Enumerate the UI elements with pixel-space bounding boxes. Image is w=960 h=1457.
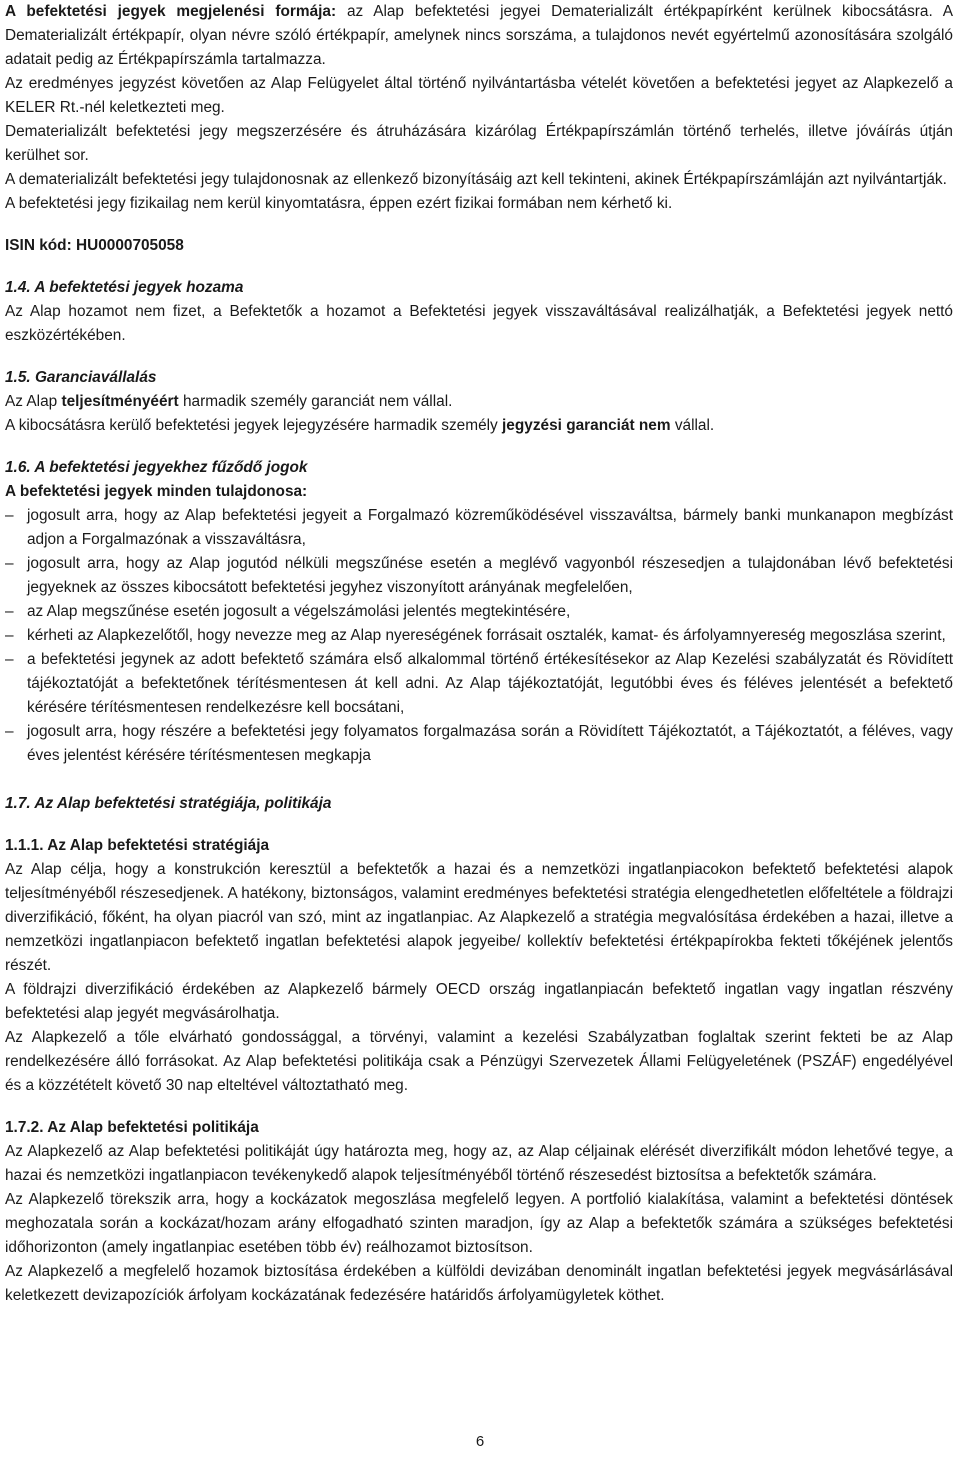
paragraph-registration: Az eredményes jegyzést követően az Alap Felügyelet által történő nyilvántartásba vételét követően a befektetési jegyet az Alapkezelő a KELER Rt.-nél keletkezteti meg. bbox=[5, 75, 953, 116]
list-item: – kérheti az Alapkezelőtől, hogy nevezze meg az Alap nyereségének forrásait osztalék, kamat- és árfolyamnyereség megoszlása szerint, bbox=[5, 624, 953, 648]
paragraph-strategy-2: A földrajzi diverzifikáció érdekében az Alapkezelő bármely OECD ország ingatlanpiacán befektető ingatlan vagy ingatlan részvény befektetési alap jegyét megvásárolhatja. bbox=[5, 981, 953, 1022]
list-item: – a befektetési jegynek az adott befektető számára első alkalommal történő értékesítésekor az Alap Kezelési szabályzatát és Rövidített tájékoztatóját a befektetőnek térítésmentesen át kell adni. Az Alap tájékoztatóját, legutóbbi éves és féléves jelentését a befektető kérésére térítésmentesen rendelkezésre kell bocsátani, bbox=[5, 648, 953, 720]
list-item: – jogosult arra, hogy részére a befektetési jegy folyamatos forgalmazása során a Rövidített Tájékoztatót, a Tájékoztatót, a féléves, vagy éves jelentést kérésére térítésmentesen megkapja bbox=[5, 720, 953, 768]
emphasis-subscription-guarantee: jegyzési garanciát nem bbox=[502, 417, 671, 434]
paragraph-strategy-3: Az Alapkezelő a tőle elvárható gondossággal, a törvényi, valamint a kezelési Szabályzatban foglaltak szerint fekteti be az Alap rendelkezésére álló forrásokat. Az Alap befektetési politikája csak a Pénzügyi Szervezetek Állami Felügyeletének (PSZÁF) engedélyével és a közzétételt követő 30 nap elteltével változtatható meg. bbox=[5, 1029, 953, 1094]
issuance-form-label: A befektetési jegyek megjelenési formája: bbox=[5, 3, 337, 20]
section-title-yield: 1.4. A befektetési jegyek hozama bbox=[5, 279, 244, 296]
paragraph-physical: A befektetési jegy fizikailag nem kerül kinyomtatásra, éppen ezért fizikai formában nem kérhető ki. bbox=[5, 195, 673, 212]
paragraph-strategy-1: Az Alap célja, hogy a konstrukción keresztül a befektetők a hazai és a nemzetközi ingatlanpiacokon befektető befektetési alapok teljesítményéből részesedjenek. A hatékony, biztonságos, valamint eredményes befektetési stratégia elengedhetetlen előfeltétele a földrajzi diverzifikáció, főként, ha olyan piacról van szó, mint az ingatlanpiac. Az Alapkezelő a stratégia megvalósítása érdekében a hazai, illetve a nemzetközi ingatlanpiacon befektető ingatlan befektetési alapok jegyeibe/ kollektív befektetési értékpapírokba fekteti tőkéjének jelentős részét. bbox=[5, 861, 953, 974]
rights-list bbox=[5, 504, 953, 768]
paragraph-issuance-form bbox=[5, 0, 953, 72]
section-title-strategy: 1.1.1. Az Alap befektetési stratégiája bbox=[5, 837, 270, 854]
section-title-strategy-policy: 1.7. Az Alap befektetési stratégiája, politikája bbox=[5, 795, 332, 812]
paragraph-yield: Az Alap hozamot nem fizet, a Befektetők a hozamot a Befektetési jegyek visszaváltásával realizálhatják, a Befektetési jegyek nettó eszközértékében. bbox=[5, 303, 953, 344]
section-title-policy: 1.7.2. Az Alap befektetési politikája bbox=[5, 1119, 259, 1136]
paragraph-guarantee-1 bbox=[5, 390, 953, 414]
text-span: harmadik személy garanciát nem vállal. bbox=[178, 393, 453, 410]
rights-subtitle: A befektetési jegyek minden tulajdonosa: bbox=[5, 483, 308, 500]
paragraph-ownership: A dematerializált befektetési jegy tulajdonosnak az ellenkező bizonyításáig azt kell tekinteni, akinek Értékpapírszámláján azt nyilvántartják. bbox=[5, 171, 947, 188]
paragraph-policy-3: Az Alapkezelő a megfelelő hozamok biztosítása érdekében a külföldi devizában denominált ingatlan befektetési jegyek megvásárlásával keletkezett devizapozíciók árfolyam kockázatának fedezésére határidős árfolyamügyletek köthet. bbox=[5, 1263, 953, 1304]
paragraph-policy-1: Az Alapkezelő az Alap befektetési politikáját úgy határozta meg, hogy az, az Alap céljainak elérését diverzifikált módon lehetővé tegye, a hazai és nemzetközi ingatlanpiacon tevékenykedő alapok teljesítményéből történő részesedést biztosítsa a befektetők számára. bbox=[5, 1143, 953, 1184]
emphasis-performance: teljesítményéért bbox=[61, 393, 179, 410]
paragraph-policy-2: Az Alapkezelő törekszik arra, hogy a kockázatok megoszlása megfelelő legyen. A portfolió kialakítása, valamint a befektetési döntések meghozatala során a kockázat/hozam arány elfogadható szinten maradjon, így az Alap a befektetők számára a szükséges befektetési időhorizonton (amely ingatlanpiac esetében több év) reálhozamot biztosítson. bbox=[5, 1191, 953, 1256]
section-title-guarantee: 1.5. Garanciavállalás bbox=[5, 369, 157, 386]
isin-code: ISIN kód: HU0000705058 bbox=[5, 237, 184, 254]
document-page bbox=[5, 0, 953, 1308]
list-item: – jogosult arra, hogy az Alap befektetési jegyeit a Forgalmazó közreműködésével visszaváltsa, bármely banki munkanapon megbízást adjon a Forgalmazónak a visszaváltásra, bbox=[5, 504, 953, 552]
paragraph-guarantee-2 bbox=[5, 414, 953, 438]
text-span: A kibocsátásra kerülő befektetési jegyek lejegyzésére harmadik személy bbox=[5, 417, 503, 434]
paragraph-transfer: Dematerializált befektetési jegy megszerzésére és átruházására kizárólag Értékpapírszámlán történő terhelés, illetve jóváírás útján kerülhet sor. bbox=[5, 123, 953, 164]
page-number: 6 bbox=[475, 1433, 485, 1450]
text-span: Az Alap bbox=[5, 393, 62, 410]
list-item: – jogosult arra, hogy az Alap jogutód nélküli megszűnése esetén a meglévő vagyonból részesedjen a tulajdonában lévő befektetési jegyeknek az összes kibocsátott befektetési jegyhez viszonyított arányának megfelelően, bbox=[5, 552, 953, 600]
issuance-form-text: az Alap befektetési jegyei Dematerializált értékpapírként kerülnek kibocsátásra. A Dematerializált értékpapír, olyan névre szóló értékpapír, amelynek nincs sorszáma, a tulajdonos nevét egyértelmű azonosítására szolgáló adatait pedig az Értékpapírszámla tartalmazza. bbox=[5, 3, 953, 68]
list-item: – az Alap megszűnése esetén jogosult a végelszámolási jelentés megtekintésére, bbox=[5, 600, 953, 624]
section-title-rights: 1.6. A befektetési jegyekhez fűződő jogok bbox=[5, 459, 308, 476]
text-span: vállal. bbox=[670, 417, 715, 434]
